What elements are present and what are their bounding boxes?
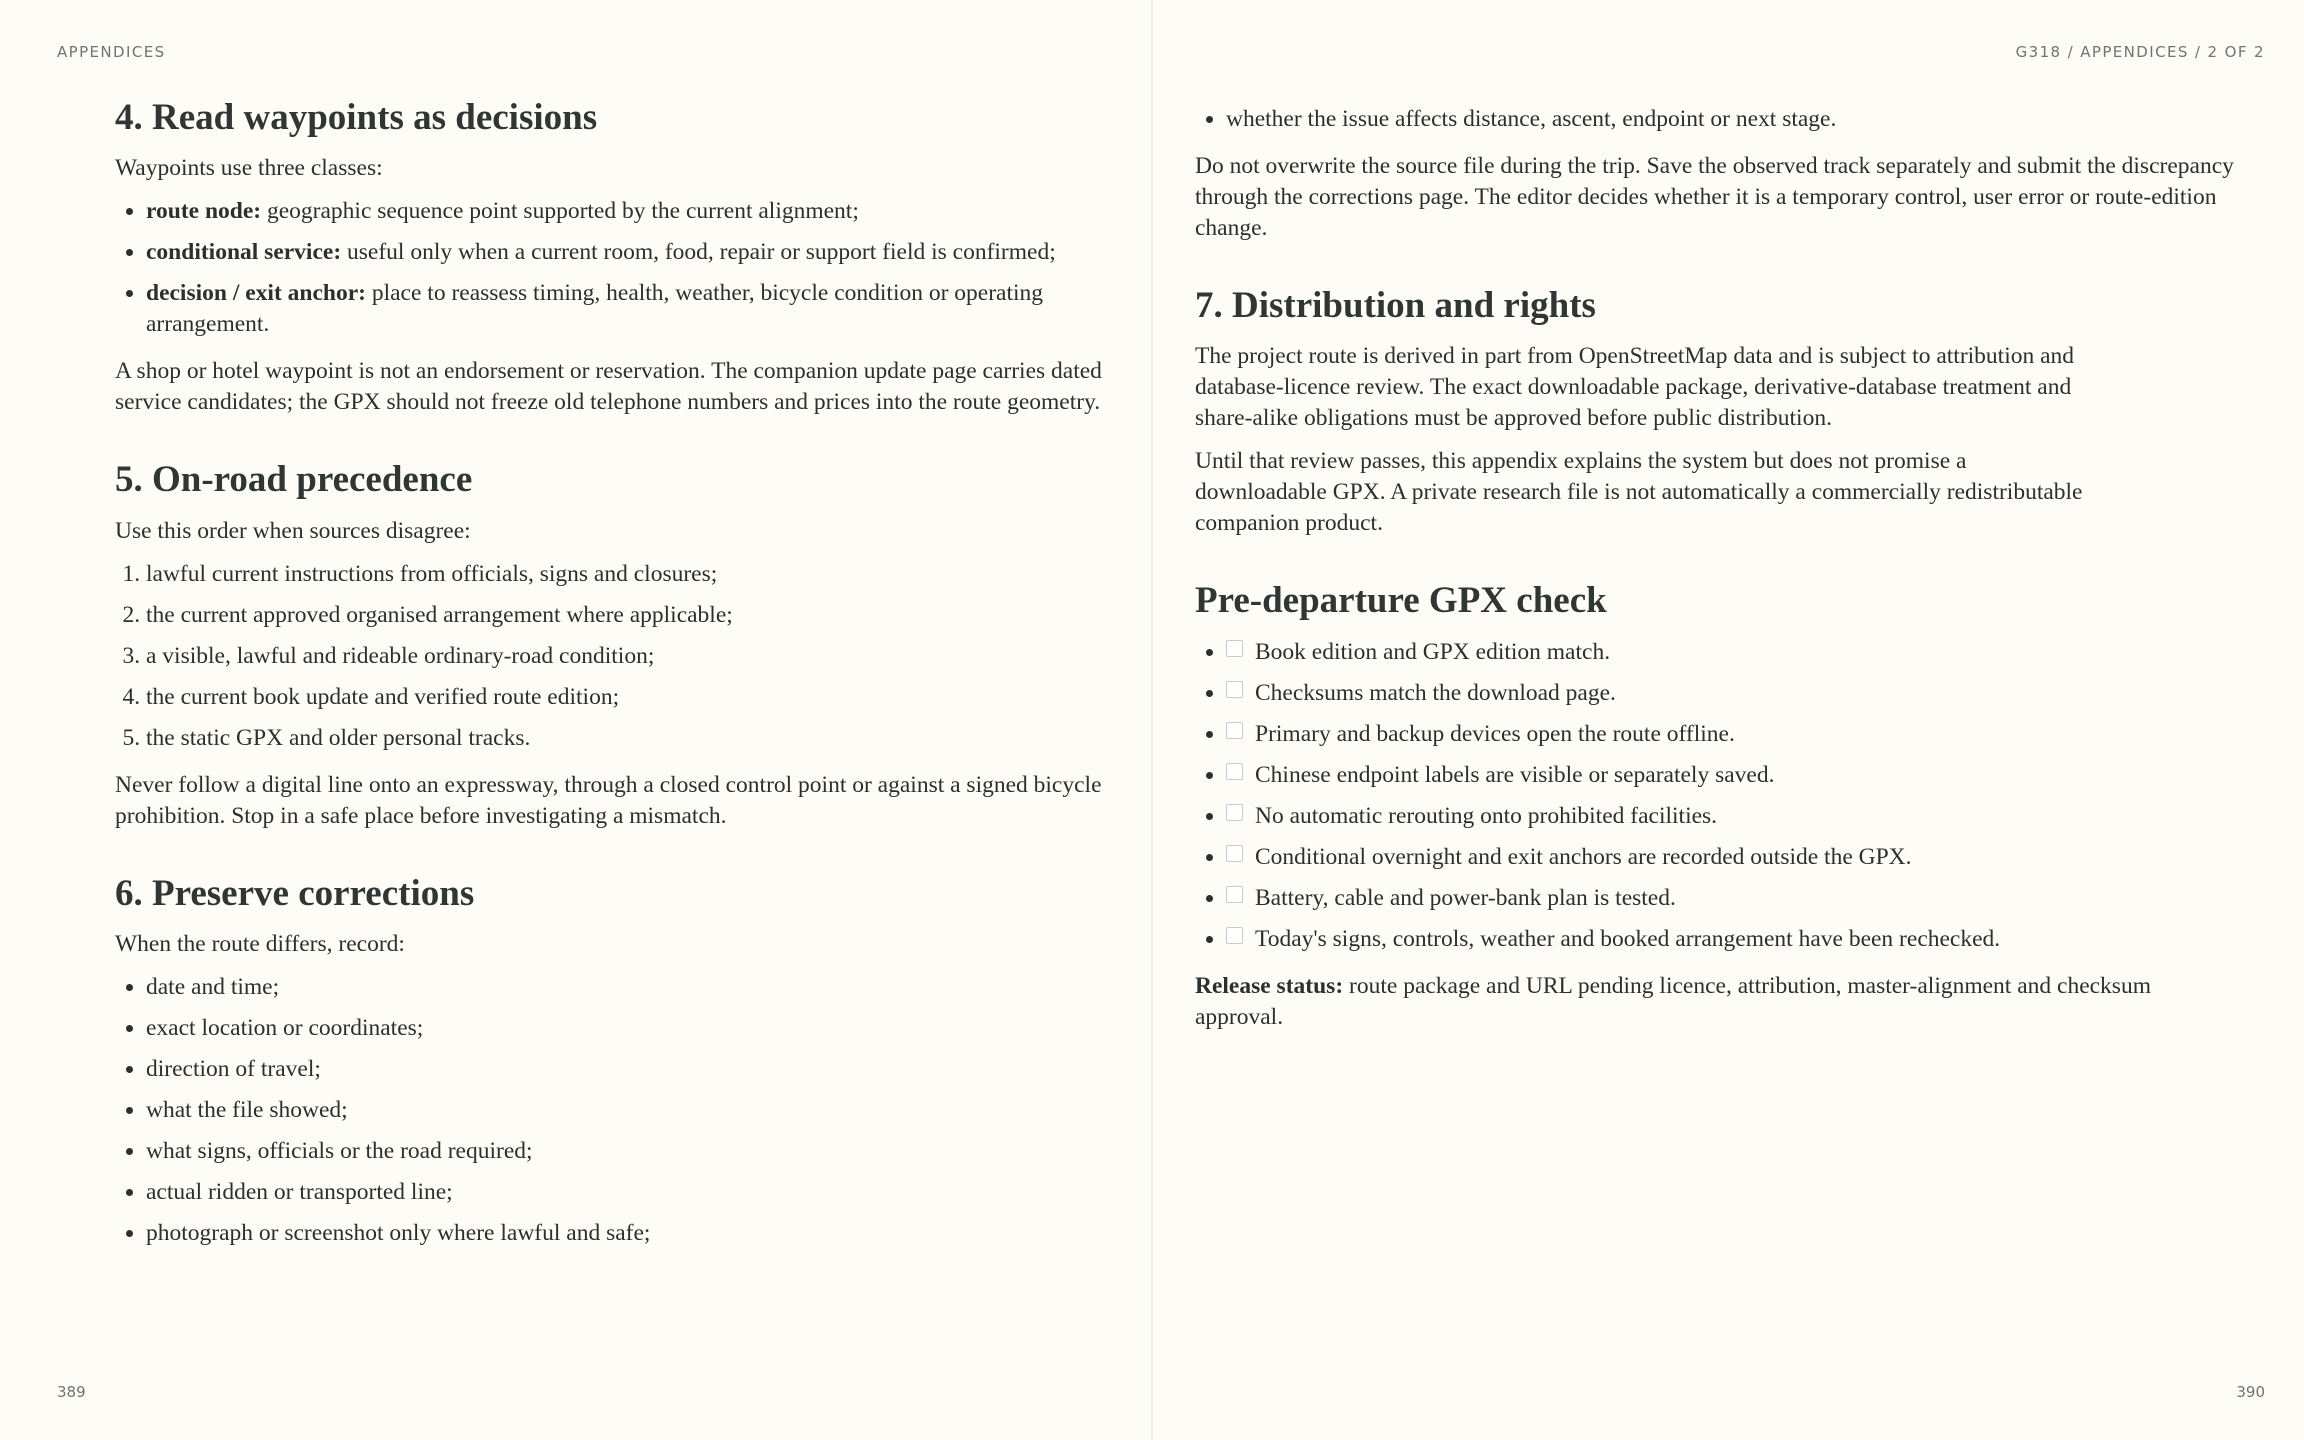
- definition: useful only when a current room, food, repair or support field is confirmed;: [341, 239, 1056, 266]
- checklist-label: No automatic rerouting onto prohibited facilities.: [1255, 802, 1718, 829]
- section-4-heading: 4. Read waypoints as decisions: [115, 97, 598, 138]
- section-5-paragraph: Never follow a digital line onto an expressway, through a closed control point or against a signed bicycle prohibition. Stop in a safe place before investigating a mismatch.: [115, 771, 1102, 829]
- checklist-item: [1226, 637, 2235, 668]
- checklist-item: [1226, 883, 2235, 914]
- checkbox[interactable]: [1226, 681, 1243, 698]
- checklist-label: Chinese endpoint labels are visible or separately saved.: [1255, 761, 1775, 788]
- section-7-paragraph-1: The project route is derived in part from OpenStreetMap data and is subject to attribution and database-licence review. The exact downloadable package, derivative-database treatment and share-alike obligations must be approved before public distribution.: [1195, 343, 2075, 432]
- corrections-list-continued: [1195, 104, 2235, 135]
- checkbox[interactable]: [1226, 640, 1243, 657]
- section-4-intro: Waypoints use three classes:: [115, 155, 383, 182]
- checklist-heading: Pre-departure GPX check: [1195, 580, 1607, 622]
- section-5-heading: 5. On-road precedence: [115, 459, 473, 501]
- list-item: • direction of travel;: [146, 1054, 1105, 1085]
- checkbox[interactable]: [1226, 722, 1243, 739]
- checkbox[interactable]: [1226, 845, 1243, 862]
- list-item: • what the file showed;: [146, 1095, 1105, 1126]
- checklist-label: Conditional overnight and exit anchors are recorded outside the GPX.: [1255, 843, 1912, 870]
- checklist-item: [1226, 801, 2235, 832]
- section-7-paragraph-2: Until that review passes, this appendix explains the system but does not promise a downloadable GPX. A private research file is not automatically a commercially redistributable companion product.: [1195, 448, 2083, 537]
- checkbox[interactable]: [1226, 886, 1243, 903]
- gpx-checklist: [1195, 637, 2235, 955]
- list-item: • what signs, officials or the road required;: [146, 1136, 1105, 1167]
- checklist-item: [1226, 842, 2235, 873]
- checklist-item: [1226, 760, 2235, 791]
- list-item: • whether the issue affects distance, ascent, endpoint or next stage.: [1226, 104, 2235, 135]
- list-item: 3. a visible, lawful and rideable ordinary-road condition;: [146, 641, 1105, 672]
- list-item: • date and time;: [146, 972, 1105, 1003]
- definition: geographic sequence point supported by the current alignment;: [261, 198, 859, 225]
- running-head: APPENDICES: [57, 43, 166, 61]
- list-item: [146, 278, 1105, 340]
- section-6-intro: When the route differs, record:: [115, 931, 405, 958]
- list-item: 1. lawful current instructions from officials, signs and closures;: [146, 559, 1105, 590]
- section-4-paragraph: A shop or hotel waypoint is not an endorsement or reservation. The companion update page carries dated service candidates; the GPX should not freeze old telephone numbers and prices into the route geometry.: [115, 358, 1102, 416]
- corrections-paragraph: Do not overwrite the source file during the trip. Save the observed track separately and submit the discrepancy through the corrections page. The editor decides whether it is a temporary control, user error or route-edition change.: [1195, 153, 2234, 241]
- checklist-label: Book edition and GPX edition match.: [1255, 638, 1611, 665]
- left-page-content: [115, 96, 1105, 1265]
- checklist-label: Primary and backup devices open the route offline.: [1255, 720, 1735, 747]
- right-page-content: [1195, 96, 2235, 1045]
- release-status-text: route package and URL pending licence, attribution, master-alignment and checksum approval.: [1195, 972, 2151, 1030]
- checklist-label: Today's signs, controls, weather and booked arrangement have been rechecked.: [1255, 925, 2001, 952]
- list-item: • exact location or coordinates;: [146, 1013, 1105, 1044]
- list-item: • photograph or screenshot only where lawful and safe;: [146, 1218, 1105, 1249]
- corrections-list: [115, 972, 1105, 1249]
- waypoint-classes-list: [115, 196, 1105, 340]
- checklist-label: Battery, cable and power-bank plan is tested.: [1255, 884, 1676, 911]
- section-6-heading: 6. Preserve corrections: [115, 872, 475, 914]
- list-item: 4. the current book update and verified route edition;: [146, 682, 1105, 713]
- checkbox[interactable]: [1226, 927, 1243, 944]
- section-5-intro: Use this order when sources disagree:: [115, 517, 471, 544]
- right-page: [1152, 0, 2304, 1440]
- precedence-list: [115, 559, 1105, 754]
- checkbox[interactable]: [1226, 763, 1243, 780]
- running-head: G318 / APPENDICES / 2 OF 2: [2015, 43, 2265, 61]
- checklist-item: [1226, 719, 2235, 750]
- list-item: [146, 196, 1105, 227]
- page-number: 390: [2236, 1383, 2265, 1401]
- checklist-item: [1226, 678, 2235, 709]
- release-status: [1195, 971, 2235, 1033]
- term: route node:: [146, 198, 262, 225]
- definition: place to reassess timing, health, weather, bicycle condition or operating arrangement.: [146, 280, 1044, 338]
- page-number: 389: [57, 1383, 86, 1401]
- list-item: [146, 237, 1105, 268]
- term: conditional service:: [146, 239, 342, 266]
- list-item: 5. the static GPX and older personal tracks.: [146, 723, 1105, 754]
- term: decision / exit anchor:: [146, 280, 366, 307]
- checklist-label: Checksums match the download page.: [1255, 679, 1616, 706]
- list-item: • actual ridden or transported line;: [146, 1177, 1105, 1208]
- checkbox[interactable]: [1226, 804, 1243, 821]
- release-status-label: Release status:: [1195, 972, 1344, 999]
- checklist-item: [1226, 924, 2235, 955]
- list-item: 2. the current approved organised arrangement where applicable;: [146, 600, 1105, 631]
- section-7-heading: 7. Distribution and rights: [1195, 285, 1596, 326]
